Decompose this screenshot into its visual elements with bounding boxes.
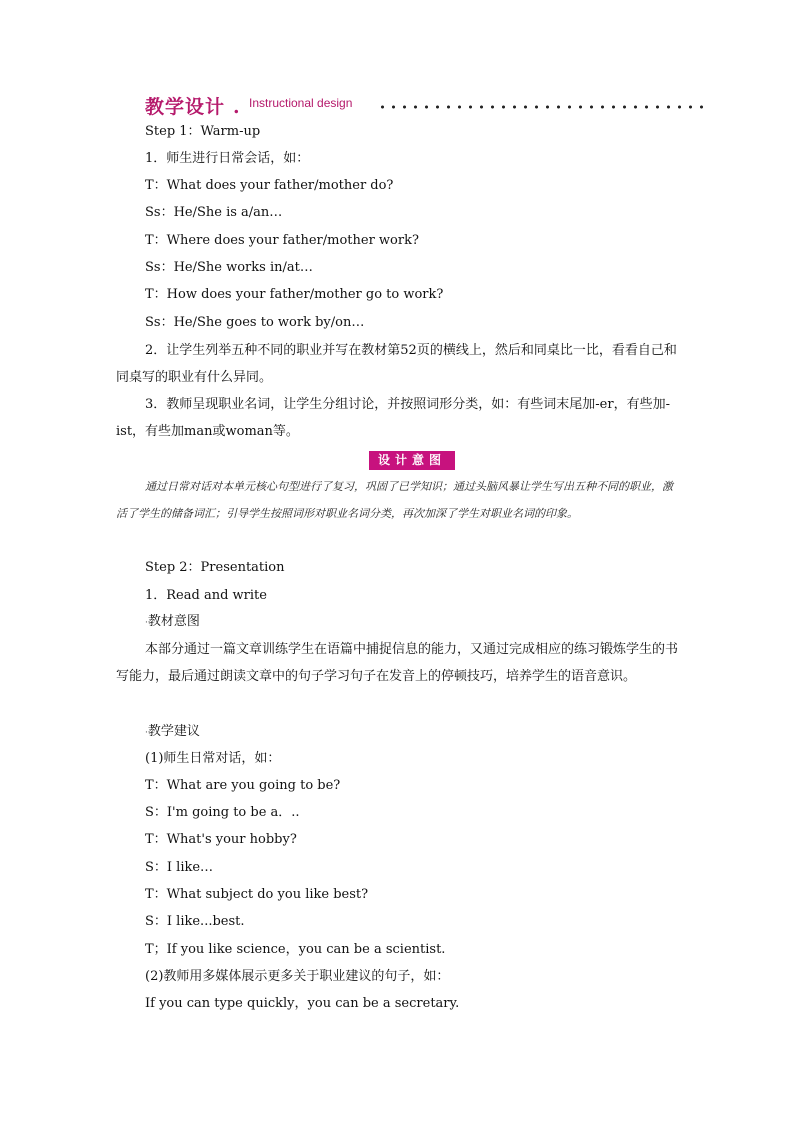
section-title: 教学设计	[145, 96, 226, 118]
teaching-suggestion-label-text: 教学建议	[147, 724, 200, 739]
step2-item1: 1．Read and write	[145, 588, 267, 603]
section-subtitle: Instructional design	[249, 96, 353, 110]
dotted-leader	[377, 102, 710, 112]
dialog-line: T：What are you going to be?	[145, 778, 341, 793]
design-intent-body: 通过日常对话对本单元核心句型进行了复习，巩固了已学知识；通过头脑风暴让学生写出五种不同的职业，激活了学生的储备词汇；引导学生按照词形对职业名词分类，再次加深了学生对职业名词的印象。	[116, 480, 673, 520]
step1-item3	[116, 391, 682, 445]
example-sentence: If you can type quickly，you can be a secretary.	[145, 996, 460, 1011]
dialog-line: T：Where does your father/mother work?	[145, 233, 419, 248]
textbook-intent-text	[116, 636, 682, 690]
step1-item2	[116, 337, 682, 391]
dialog-line: T：How does your father/mother go to work?	[145, 287, 444, 302]
design-intent-badge: 设计意图	[369, 451, 455, 470]
textbook-intent-label	[145, 614, 200, 631]
section-header	[145, 92, 710, 122]
title-dot: .	[233, 96, 240, 118]
step1-heading: Step 1：Warm-up	[145, 124, 261, 139]
dialog-line: T：What does your father/mother do?	[145, 178, 394, 193]
suggestion-sub1: (1)师生日常对话，如：	[145, 751, 281, 766]
teaching-suggestion-label	[145, 724, 200, 741]
dialog-line: Ss：He/She works in/at…	[145, 260, 313, 275]
design-intent-text	[116, 473, 682, 527]
dialog-line: Ss：He/She goes to work by/on…	[145, 315, 365, 330]
dialog-line: T；If you like science，you can be a scientist.	[145, 942, 446, 957]
step1-item1: 1．师生进行日常会话，如：	[145, 151, 310, 166]
step1-item3-text: 3．教师呈现职业名词，让学生分组讨论，并按照词形分类，如：有些词末尾加-er，有些加-ist，有些加man或woman等。	[116, 397, 670, 439]
dialog-line: T：What subject do you like best?	[145, 887, 369, 902]
bullet-marker: ·	[145, 728, 148, 738]
textbook-intent-body: 本部分通过一篇文章训练学生在语篇中捕捉信息的能力，又通过完成相应的练习锻炼学生的书写能力，最后通过朗读文章中的句子学习句子在发音上的停顿技巧，培养学生的语音意识。	[116, 642, 679, 684]
bullet-marker: ·	[145, 618, 148, 628]
suggestion-sub2: (2)教师用多媒体展示更多关于职业建议的句子，如：	[145, 969, 450, 984]
dialog-line: S：I like…	[145, 860, 214, 875]
dialog-line: S：I'm going to be a．..	[145, 805, 300, 820]
dialog-line: S：I like...best.	[145, 914, 245, 929]
step1-item2-text: 2．让学生列举五种不同的职业并写在教材第52页的横线上，然后和同桌比一比，看看自己和同桌写的职业有什么异同。	[116, 343, 677, 385]
step2-heading: Step 2：Presentation	[145, 560, 285, 575]
dialog-line: Ss：He/She is a/an…	[145, 205, 283, 220]
textbook-intent-label-text: 教材意图	[147, 614, 200, 629]
dialog-line: T：What's your hobby?	[145, 832, 297, 847]
